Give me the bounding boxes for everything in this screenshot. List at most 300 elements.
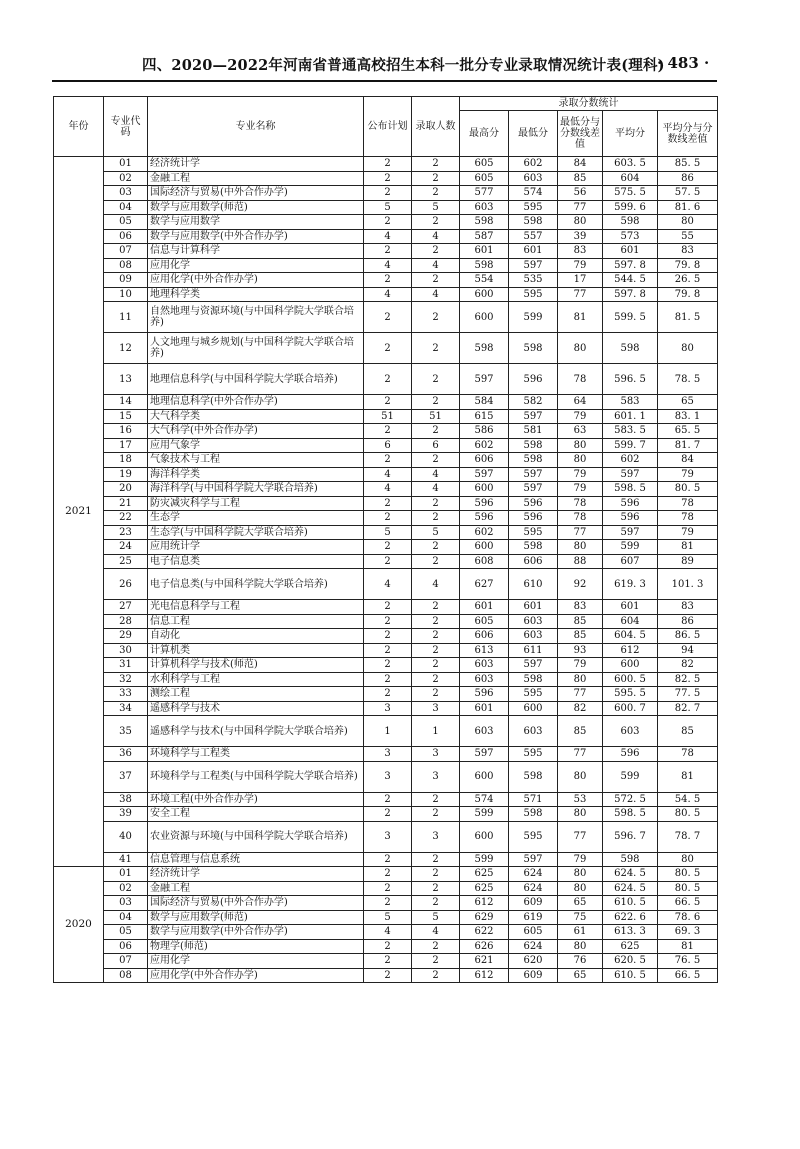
diff-min-cell: 80 — [558, 807, 603, 822]
max-cell: 605 — [460, 157, 509, 172]
plan-cell: 2 — [364, 954, 412, 969]
avg-cell: 610. 5 — [603, 968, 658, 983]
header-major: 专业名称 — [148, 97, 364, 157]
diff-min-cell: 83 — [558, 600, 603, 615]
avg-cell: 596 — [603, 496, 658, 511]
code-cell: 02 — [104, 881, 148, 896]
diff-avg-cell: 80. 5 — [658, 807, 718, 822]
plan-cell: 2 — [364, 273, 412, 288]
diff-min-cell: 78 — [558, 511, 603, 526]
code-cell: 08 — [104, 258, 148, 273]
diff-avg-cell: 69. 3 — [658, 925, 718, 940]
table-row — [54, 229, 718, 244]
major-cell: 地理信息科学(与中国科学院大学联合培养) — [148, 364, 364, 395]
diff-avg-cell: 80 — [658, 215, 718, 230]
diff-avg-cell: 81 — [658, 761, 718, 792]
diff-avg-cell: 78. 5 — [658, 364, 718, 395]
max-cell: 625 — [460, 881, 509, 896]
code-cell: 37 — [104, 761, 148, 792]
diff-avg-cell: 85. 5 — [658, 157, 718, 172]
diff-min-cell: 80 — [558, 881, 603, 896]
major-cell: 金融工程 — [148, 881, 364, 896]
min-cell: 609 — [509, 968, 558, 983]
avg-cell: 598. 5 — [603, 807, 658, 822]
admit-cell: 2 — [412, 867, 460, 882]
code-cell: 38 — [104, 792, 148, 807]
code-cell: 24 — [104, 540, 148, 555]
table-row — [54, 600, 718, 615]
diff-avg-cell: 80 — [658, 333, 718, 364]
diff-min-cell: 77 — [558, 200, 603, 215]
code-cell: 34 — [104, 701, 148, 716]
avg-cell: 598 — [603, 852, 658, 867]
plan-cell: 2 — [364, 244, 412, 259]
code-cell: 02 — [104, 171, 148, 186]
max-cell: 602 — [460, 438, 509, 453]
diff-min-cell: 77 — [558, 287, 603, 302]
diff-min-cell: 64 — [558, 395, 603, 410]
code-cell: 30 — [104, 643, 148, 658]
max-cell: 602 — [460, 525, 509, 540]
avg-cell: 596. 5 — [603, 364, 658, 395]
diff-avg-cell: 79. 8 — [658, 287, 718, 302]
plan-cell: 2 — [364, 333, 412, 364]
admit-cell: 2 — [412, 939, 460, 954]
plan-cell: 2 — [364, 157, 412, 172]
code-cell: 35 — [104, 716, 148, 747]
header-max: 最高分 — [460, 111, 509, 157]
plan-cell: 4 — [364, 229, 412, 244]
diff-min-cell: 79 — [558, 852, 603, 867]
major-cell: 金融工程 — [148, 171, 364, 186]
major-cell: 安全工程 — [148, 807, 364, 822]
min-cell: 557 — [509, 229, 558, 244]
diff-min-cell: 63 — [558, 424, 603, 439]
code-cell: 40 — [104, 821, 148, 852]
admit-cell: 2 — [412, 215, 460, 230]
table-row — [54, 157, 718, 172]
major-cell: 数学与应用数学(师范) — [148, 910, 364, 925]
code-cell: 07 — [104, 244, 148, 259]
code-cell: 14 — [104, 395, 148, 410]
major-cell: 电子信息类(与中国科学院大学联合培养) — [148, 569, 364, 600]
avg-cell: 597 — [603, 467, 658, 482]
diff-min-cell: 77 — [558, 747, 603, 762]
max-cell: 603 — [460, 716, 509, 747]
code-cell: 25 — [104, 554, 148, 569]
admit-cell: 51 — [412, 409, 460, 424]
diff-avg-cell: 83. 1 — [658, 409, 718, 424]
max-cell: 599 — [460, 807, 509, 822]
table-row — [54, 215, 718, 230]
major-cell: 地理信息科学(中外合作办学) — [148, 395, 364, 410]
admit-cell: 1 — [412, 716, 460, 747]
table-row — [54, 968, 718, 983]
code-cell: 29 — [104, 629, 148, 644]
major-cell: 环境科学与工程类 — [148, 747, 364, 762]
admit-cell: 5 — [412, 910, 460, 925]
plan-cell: 2 — [364, 171, 412, 186]
max-cell: 606 — [460, 453, 509, 468]
min-cell: 609 — [509, 896, 558, 911]
table-row — [54, 658, 718, 673]
page-header — [0, 52, 800, 78]
avg-cell: 599 — [603, 761, 658, 792]
major-cell: 国际经济与贸易(中外合作办学) — [148, 186, 364, 201]
avg-cell: 598 — [603, 215, 658, 230]
avg-cell: 598 — [603, 333, 658, 364]
min-cell: 598 — [509, 761, 558, 792]
code-cell: 12 — [104, 333, 148, 364]
major-cell: 遥感科学与技术(与中国科学院大学联合培养) — [148, 716, 364, 747]
code-cell: 01 — [104, 157, 148, 172]
major-cell: 计算机科学与技术(师范) — [148, 658, 364, 673]
header-admit: 录取人数 — [412, 97, 460, 157]
header-rule — [52, 80, 717, 82]
max-cell: 596 — [460, 496, 509, 511]
min-cell: 596 — [509, 511, 558, 526]
max-cell: 599 — [460, 852, 509, 867]
major-cell: 信息管理与信息系统 — [148, 852, 364, 867]
table-row — [54, 258, 718, 273]
diff-avg-cell: 85 — [658, 716, 718, 747]
diff-avg-cell: 79 — [658, 525, 718, 540]
table-row — [54, 467, 718, 482]
diff-avg-cell: 83 — [658, 244, 718, 259]
code-cell: 20 — [104, 482, 148, 497]
code-cell: 41 — [104, 852, 148, 867]
code-cell: 23 — [104, 525, 148, 540]
code-cell: 03 — [104, 896, 148, 911]
max-cell: 612 — [460, 896, 509, 911]
admit-cell: 2 — [412, 395, 460, 410]
diff-avg-cell: 101. 3 — [658, 569, 718, 600]
diff-avg-cell: 78 — [658, 511, 718, 526]
min-cell: 598 — [509, 453, 558, 468]
table-row — [54, 954, 718, 969]
plan-cell: 2 — [364, 511, 412, 526]
avg-cell: 604 — [603, 171, 658, 186]
major-cell: 经济统计学 — [148, 867, 364, 882]
avg-cell: 624. 5 — [603, 881, 658, 896]
diff-min-cell: 80 — [558, 761, 603, 792]
major-cell: 生态学 — [148, 511, 364, 526]
admit-cell: 4 — [412, 467, 460, 482]
avg-cell: 583 — [603, 395, 658, 410]
header-score-group: 录取分数统计 — [460, 97, 718, 111]
table-row — [54, 881, 718, 896]
code-cell: 19 — [104, 467, 148, 482]
min-cell: 598 — [509, 215, 558, 230]
diff-avg-cell: 81 — [658, 540, 718, 555]
table-row — [54, 867, 718, 882]
admit-cell: 2 — [412, 896, 460, 911]
table-row — [54, 554, 718, 569]
major-cell: 大气科学(中外合作办学) — [148, 424, 364, 439]
min-cell: 602 — [509, 157, 558, 172]
avg-cell: 601 — [603, 244, 658, 259]
major-cell: 环境科学与工程类(与中国科学院大学联合培养) — [148, 761, 364, 792]
table-row — [54, 540, 718, 555]
major-cell: 物理学(师范) — [148, 939, 364, 954]
code-cell: 16 — [104, 424, 148, 439]
avg-cell: 619. 3 — [603, 569, 658, 600]
table-row — [54, 171, 718, 186]
max-cell: 613 — [460, 643, 509, 658]
admit-cell: 2 — [412, 629, 460, 644]
avg-cell: 604. 5 — [603, 629, 658, 644]
table-row — [54, 302, 718, 333]
diff-min-cell: 77 — [558, 821, 603, 852]
diff-avg-cell: 79. 8 — [658, 258, 718, 273]
major-cell: 应用化学 — [148, 258, 364, 273]
min-cell: 597 — [509, 467, 558, 482]
max-cell: 600 — [460, 761, 509, 792]
max-cell: 600 — [460, 821, 509, 852]
diff-avg-cell: 83 — [658, 600, 718, 615]
plan-cell: 2 — [364, 395, 412, 410]
plan-cell: 2 — [364, 643, 412, 658]
plan-cell: 4 — [364, 467, 412, 482]
admit-cell: 2 — [412, 600, 460, 615]
max-cell: 612 — [460, 968, 509, 983]
max-cell: 625 — [460, 867, 509, 882]
min-cell: 597 — [509, 852, 558, 867]
avg-cell: 596 — [603, 511, 658, 526]
plan-cell: 6 — [364, 438, 412, 453]
diff-avg-cell: 79 — [658, 467, 718, 482]
diff-min-cell: 61 — [558, 925, 603, 940]
diff-avg-cell: 81. 5 — [658, 302, 718, 333]
major-cell: 农业资源与环境(与中国科学院大学联合培养) — [148, 821, 364, 852]
min-cell: 535 — [509, 273, 558, 288]
code-cell: 32 — [104, 672, 148, 687]
plan-cell: 2 — [364, 658, 412, 673]
diff-avg-cell: 26. 5 — [658, 273, 718, 288]
code-cell: 04 — [104, 200, 148, 215]
diff-min-cell: 80 — [558, 215, 603, 230]
table-body — [54, 157, 718, 983]
diff-avg-cell: 80. 5 — [658, 482, 718, 497]
admit-cell: 2 — [412, 687, 460, 702]
table-row — [54, 643, 718, 658]
admit-cell: 2 — [412, 302, 460, 333]
table-row — [54, 910, 718, 925]
max-cell: 597 — [460, 747, 509, 762]
year-cell: 2021 — [54, 157, 104, 867]
code-cell: 18 — [104, 453, 148, 468]
plan-cell: 2 — [364, 540, 412, 555]
code-cell: 13 — [104, 364, 148, 395]
plan-cell: 2 — [364, 453, 412, 468]
min-cell: 600 — [509, 701, 558, 716]
diff-min-cell: 84 — [558, 157, 603, 172]
diff-avg-cell: 81 — [658, 939, 718, 954]
code-cell: 07 — [104, 954, 148, 969]
min-cell: 619 — [509, 910, 558, 925]
diff-avg-cell: 81. 7 — [658, 438, 718, 453]
max-cell: 598 — [460, 258, 509, 273]
code-cell: 11 — [104, 302, 148, 333]
plan-cell: 2 — [364, 867, 412, 882]
code-cell: 06 — [104, 229, 148, 244]
header-plan: 公布计划 — [364, 97, 412, 157]
min-cell: 597 — [509, 658, 558, 673]
max-cell: 603 — [460, 658, 509, 673]
max-cell: 597 — [460, 467, 509, 482]
avg-cell: 575. 5 — [603, 186, 658, 201]
major-cell: 数学与应用数学 — [148, 215, 364, 230]
table-row — [54, 792, 718, 807]
code-cell: 04 — [104, 910, 148, 925]
admit-cell: 2 — [412, 792, 460, 807]
page-number: · 483 · — [657, 54, 710, 72]
header-diff-min: 最低分与分数线差值 — [558, 111, 603, 157]
plan-cell: 2 — [364, 554, 412, 569]
diff-avg-cell: 82 — [658, 658, 718, 673]
header-diff-avg: 平均分与分数线差值 — [658, 111, 718, 157]
diff-avg-cell: 77. 5 — [658, 687, 718, 702]
max-cell: 598 — [460, 215, 509, 230]
diff-avg-cell: 78. 7 — [658, 821, 718, 852]
min-cell: 595 — [509, 200, 558, 215]
diff-avg-cell: 86 — [658, 171, 718, 186]
min-cell: 611 — [509, 643, 558, 658]
major-cell: 自动化 — [148, 629, 364, 644]
code-cell: 27 — [104, 600, 148, 615]
table-row — [54, 511, 718, 526]
plan-cell: 2 — [364, 687, 412, 702]
major-cell: 海洋科学(与中国科学院大学联合培养) — [148, 482, 364, 497]
max-cell: 600 — [460, 287, 509, 302]
plan-cell: 2 — [364, 792, 412, 807]
table-row — [54, 364, 718, 395]
plan-cell: 2 — [364, 614, 412, 629]
plan-cell: 2 — [364, 939, 412, 954]
min-cell: 598 — [509, 807, 558, 822]
code-cell: 03 — [104, 186, 148, 201]
diff-avg-cell: 80. 5 — [658, 867, 718, 882]
major-cell: 计算机类 — [148, 643, 364, 658]
admit-cell: 4 — [412, 287, 460, 302]
diff-min-cell: 80 — [558, 672, 603, 687]
table-row — [54, 716, 718, 747]
avg-cell: 603. 5 — [603, 157, 658, 172]
code-cell: 21 — [104, 496, 148, 511]
min-cell: 595 — [509, 687, 558, 702]
plan-cell: 5 — [364, 200, 412, 215]
max-cell: 621 — [460, 954, 509, 969]
min-cell: 595 — [509, 821, 558, 852]
diff-min-cell: 88 — [558, 554, 603, 569]
avg-cell: 599. 7 — [603, 438, 658, 453]
diff-min-cell: 78 — [558, 364, 603, 395]
admit-cell: 2 — [412, 852, 460, 867]
avg-cell: 613. 3 — [603, 925, 658, 940]
diff-avg-cell: 78 — [658, 747, 718, 762]
diff-min-cell: 79 — [558, 409, 603, 424]
avg-cell: 603 — [603, 716, 658, 747]
diff-min-cell: 65 — [558, 896, 603, 911]
min-cell: 581 — [509, 424, 558, 439]
header-code: 专业代码 — [104, 97, 148, 157]
code-cell: 15 — [104, 409, 148, 424]
diff-min-cell: 78 — [558, 496, 603, 511]
code-cell: 17 — [104, 438, 148, 453]
plan-cell: 2 — [364, 600, 412, 615]
min-cell: 598 — [509, 333, 558, 364]
max-cell: 600 — [460, 540, 509, 555]
diff-min-cell: 80 — [558, 939, 603, 954]
major-cell: 经济统计学 — [148, 157, 364, 172]
diff-min-cell: 39 — [558, 229, 603, 244]
diff-min-cell: 56 — [558, 186, 603, 201]
avg-cell: 624. 5 — [603, 867, 658, 882]
diff-min-cell: 79 — [558, 658, 603, 673]
avg-cell: 610. 5 — [603, 896, 658, 911]
avg-cell: 601 — [603, 600, 658, 615]
admit-cell: 2 — [412, 273, 460, 288]
admit-cell: 4 — [412, 258, 460, 273]
diff-min-cell: 81 — [558, 302, 603, 333]
diff-min-cell: 85 — [558, 716, 603, 747]
min-cell: 603 — [509, 614, 558, 629]
admit-cell: 2 — [412, 496, 460, 511]
avg-cell: 573 — [603, 229, 658, 244]
diff-avg-cell: 86. 5 — [658, 629, 718, 644]
admit-cell: 4 — [412, 925, 460, 940]
table-row — [54, 614, 718, 629]
major-cell: 电子信息类 — [148, 554, 364, 569]
diff-avg-cell: 80 — [658, 852, 718, 867]
plan-cell: 2 — [364, 424, 412, 439]
min-cell: 606 — [509, 554, 558, 569]
diff-avg-cell: 84 — [658, 453, 718, 468]
diff-min-cell: 77 — [558, 525, 603, 540]
code-cell: 26 — [104, 569, 148, 600]
avg-cell: 599 — [603, 540, 658, 555]
diff-min-cell: 76 — [558, 954, 603, 969]
avg-cell: 595. 5 — [603, 687, 658, 702]
code-cell: 05 — [104, 925, 148, 940]
code-cell: 28 — [104, 614, 148, 629]
code-cell: 31 — [104, 658, 148, 673]
major-cell: 生态学(与中国科学院大学联合培养) — [148, 525, 364, 540]
max-cell: 584 — [460, 395, 509, 410]
min-cell: 582 — [509, 395, 558, 410]
table-row — [54, 333, 718, 364]
max-cell: 598 — [460, 333, 509, 364]
table-row — [54, 761, 718, 792]
diff-avg-cell: 82. 7 — [658, 701, 718, 716]
admit-cell: 3 — [412, 821, 460, 852]
table-row — [54, 409, 718, 424]
admit-cell: 2 — [412, 554, 460, 569]
admit-cell: 4 — [412, 229, 460, 244]
min-cell: 596 — [509, 364, 558, 395]
min-cell: 597 — [509, 409, 558, 424]
table-row — [54, 496, 718, 511]
min-cell: 598 — [509, 540, 558, 555]
avg-cell: 596. 7 — [603, 821, 658, 852]
min-cell: 598 — [509, 672, 558, 687]
table-row — [54, 186, 718, 201]
max-cell: 597 — [460, 364, 509, 395]
max-cell: 615 — [460, 409, 509, 424]
table-row — [54, 569, 718, 600]
table-row — [54, 629, 718, 644]
diff-min-cell: 79 — [558, 258, 603, 273]
